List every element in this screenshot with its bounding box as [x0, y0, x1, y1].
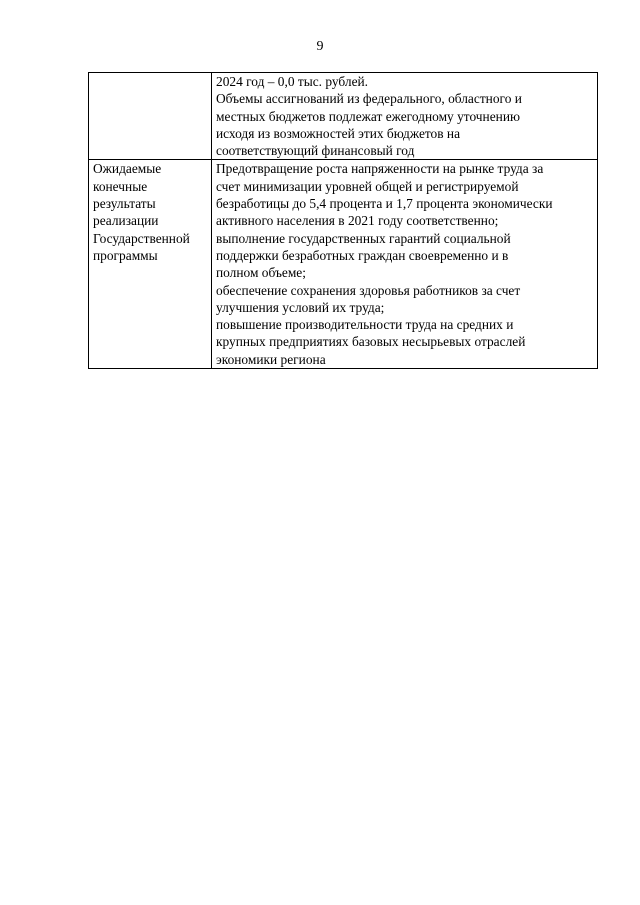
- expected-results-content-cell: [212, 160, 598, 369]
- content-line: местных бюджетов подлежат ежегодному уточнению: [216, 108, 520, 124]
- table-row-expected-results: [89, 160, 598, 369]
- content-line: счет минимизации уровней общей и регистрируемой: [216, 178, 519, 194]
- content-line: крупных предприятиях базовых несырьевых отраслей: [216, 334, 526, 350]
- label-line: конечные: [93, 178, 148, 194]
- content-line: соответствующий финансовый год: [216, 143, 415, 159]
- funding-content-cell: [212, 73, 598, 160]
- label-line: реализации: [93, 213, 159, 229]
- content-line: активного населения в 2021 году соответственно;: [216, 213, 499, 229]
- label-line: результаты: [93, 196, 156, 212]
- content-line: экономики региона: [216, 351, 326, 367]
- label-line: программы: [93, 247, 158, 263]
- content-line: Предотвращение роста напряженности на рынке труда за: [216, 161, 544, 177]
- content-line: исходя из возможностей этих бюджетов на: [216, 125, 461, 141]
- label-line: Государственной: [93, 230, 190, 246]
- page-number: 9: [316, 39, 324, 54]
- content-line: обеспечение сохранения здоровья работников за счет: [216, 282, 521, 298]
- content-line: 2024 год – 0,0 тыс. рублей.: [216, 74, 369, 89]
- content-line: полном объеме;: [216, 265, 306, 281]
- row-label-cell-empty: [89, 73, 212, 160]
- label-line: Ожидаемые: [93, 161, 162, 177]
- expected-results-label-cell: [89, 160, 212, 369]
- content-line: повышение производительности труда на средних и: [216, 317, 514, 333]
- content-line: Объемы ассигнований из федерального, областного и: [216, 91, 522, 107]
- content-line: безработицы до 5,4 процента и 1,7 процента экономически: [216, 196, 553, 212]
- content-line: поддержки безработных граждан своевременно и в: [216, 247, 509, 263]
- content-line: улучшения условий их труда;: [216, 299, 385, 315]
- program-passport-table: [88, 72, 598, 369]
- content-line: выполнение государственных гарантий социальной: [216, 230, 511, 246]
- table-row-funding-continuation: [89, 73, 598, 160]
